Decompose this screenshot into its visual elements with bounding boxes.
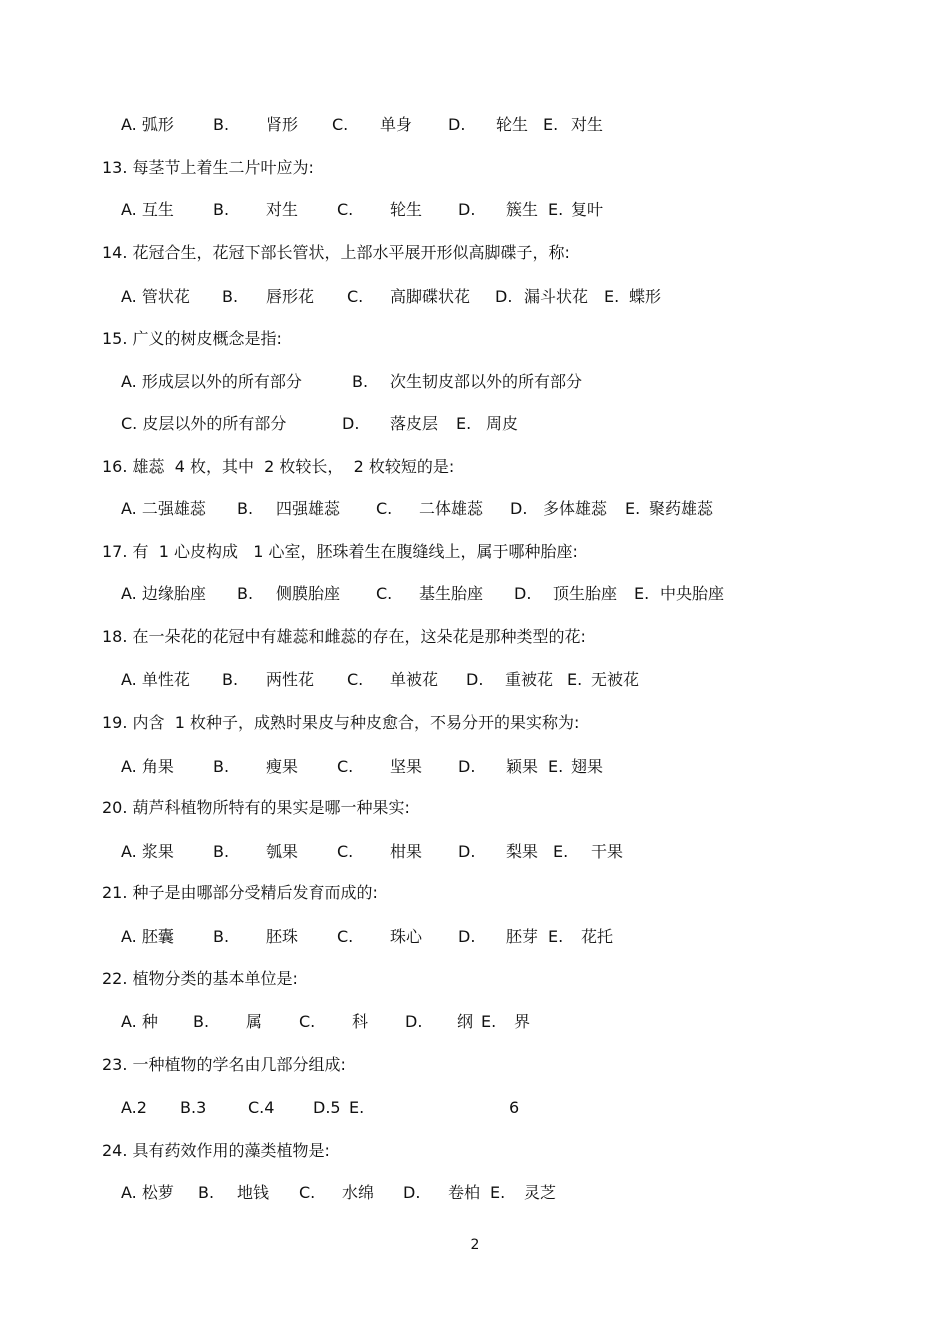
question-text: 24. 具有药效作用的藻类植物是:	[102, 1141, 330, 1160]
option-text: 纲	[457, 1012, 474, 1031]
option-text: 单身	[380, 115, 413, 134]
option-text: B.	[213, 200, 230, 219]
option-text: A. 边缘胎座	[121, 584, 206, 603]
option-text: E.	[543, 115, 559, 134]
option-text: E.	[548, 200, 564, 219]
option-text: C.	[376, 584, 393, 603]
question-text: 16. 雄蕊 4 枚，其中 2 枚较长， 2 枚较短的是:	[102, 457, 455, 476]
option-text: 落皮层	[390, 414, 439, 433]
option-text: 漏斗状花	[524, 287, 589, 306]
option-text: 轮生	[496, 115, 529, 134]
option-text: C.	[337, 200, 354, 219]
question-text: 18. 在一朵花的花冠中有雄蕊和雌蕊的存在，这朵花是那种类型的花:	[102, 627, 586, 646]
question-text: 23. 一种植物的学名由几部分组成:	[102, 1055, 346, 1074]
option-text: D.	[342, 414, 360, 433]
option-text: 颖果	[506, 757, 539, 776]
option-text: 聚药雄蕊	[649, 499, 714, 518]
option-text: 蝶形	[629, 287, 662, 306]
option-text: D.	[514, 584, 532, 603]
option-text: D.	[466, 670, 484, 689]
options-row	[0, 668, 950, 692]
option-text: 中央胎座	[660, 584, 725, 603]
question-text: 17. 有 1 心皮构成 1 心室，胚珠着生在腹缝线上，属于哪种胎座:	[102, 542, 578, 561]
option-text: 地钱	[237, 1183, 270, 1202]
option-text: 坚果	[390, 757, 423, 776]
option-text: D.	[458, 757, 476, 776]
option-text: 对生	[266, 200, 299, 219]
question-text: 15. 广义的树皮概念是指:	[102, 329, 282, 348]
option-text: 胚芽	[506, 927, 539, 946]
options-row	[0, 755, 950, 779]
option-text: 次生韧皮部以外的所有部分	[390, 372, 583, 391]
options-row	[0, 412, 950, 436]
option-text: 灵芝	[524, 1183, 557, 1202]
option-text: A. 形成层以外的所有部分	[121, 372, 302, 391]
question-text: 19. 内含 1 枚种子，成熟时果皮与种皮愈合，不易分开的果实称为:	[102, 713, 580, 732]
option-text: 多体雄蕊	[543, 499, 608, 518]
option-text: 瘦果	[266, 757, 299, 776]
option-text: 界	[514, 1012, 531, 1031]
option-text: A. 互生	[121, 200, 174, 219]
option-text: C.	[347, 287, 364, 306]
option-text: B.	[352, 372, 369, 391]
option-text: A. 种	[121, 1012, 158, 1031]
option-text: B.	[222, 670, 239, 689]
option-text: 周皮	[486, 414, 519, 433]
option-text: D.5	[313, 1098, 341, 1117]
option-text: C.	[337, 927, 354, 946]
option-text: D.	[510, 499, 528, 518]
option-text: 基生胎座	[419, 584, 484, 603]
page-number: 2	[470, 1237, 480, 1253]
option-text: C.	[299, 1183, 316, 1202]
options-row	[0, 925, 950, 949]
option-text: B.	[213, 757, 230, 776]
option-text: E.	[567, 670, 583, 689]
option-text: 柑果	[390, 842, 423, 861]
option-text: 重被花	[505, 670, 554, 689]
options-row	[0, 497, 950, 521]
option-text: 胚珠	[266, 927, 299, 946]
options-row	[0, 1096, 950, 1120]
options-row	[0, 1181, 950, 1205]
option-text: D.	[405, 1012, 423, 1031]
option-text: E.	[481, 1012, 497, 1031]
option-text: 属	[246, 1012, 263, 1031]
option-text: C.	[332, 115, 349, 134]
option-text: 轮生	[390, 200, 423, 219]
option-text: A.2	[121, 1098, 147, 1117]
option-text: 瓠果	[266, 842, 299, 861]
option-text: C.	[299, 1012, 316, 1031]
option-text: A. 角果	[121, 757, 174, 776]
option-text: B.	[213, 115, 230, 134]
options-row	[0, 582, 950, 606]
option-text: 科	[352, 1012, 369, 1031]
option-text: C. 皮层以外的所有部分	[121, 414, 287, 433]
question-text: 21. 种子是由哪部分受精后发育而成的:	[102, 883, 378, 902]
option-text: B.	[222, 287, 239, 306]
option-text: 无被花	[591, 670, 640, 689]
option-text: 唇形花	[266, 287, 315, 306]
option-text: 四强雄蕊	[276, 499, 341, 518]
option-text: 二体雄蕊	[419, 499, 484, 518]
option-text: 水绵	[342, 1183, 375, 1202]
option-text: E.	[349, 1098, 365, 1117]
option-text: C.	[376, 499, 393, 518]
question-text: 22. 植物分类的基本单位是:	[102, 969, 298, 988]
option-text: 6	[509, 1098, 520, 1117]
option-text: A. 松萝	[121, 1183, 174, 1202]
option-text: 两性花	[266, 670, 315, 689]
option-text: 顶生胎座	[553, 584, 618, 603]
option-text: E.	[456, 414, 472, 433]
option-text: A. 单性花	[121, 670, 190, 689]
option-text: A. 弧形	[121, 115, 174, 134]
option-text: E.	[634, 584, 650, 603]
options-row	[0, 113, 950, 137]
options-row	[0, 1010, 950, 1034]
option-text: E.	[625, 499, 641, 518]
option-text: 干果	[591, 842, 624, 861]
option-text: D.	[458, 842, 476, 861]
option-text: E.	[553, 842, 569, 861]
option-text: C.	[337, 842, 354, 861]
option-text: A. 胚囊	[121, 927, 174, 946]
option-text: C.4	[248, 1098, 275, 1117]
option-text: A. 浆果	[121, 842, 174, 861]
option-text: B.	[193, 1012, 210, 1031]
option-text: 簇生	[506, 200, 539, 219]
option-text: B.	[237, 584, 254, 603]
option-text: B.3	[180, 1098, 207, 1117]
question-text: 14. 花冠合生，花冠下部长管状，上部水平展开形似高脚碟子，称:	[102, 243, 570, 262]
option-text: D.	[448, 115, 466, 134]
option-text: B.	[213, 842, 230, 861]
option-text: B.	[237, 499, 254, 518]
option-text: D.	[458, 927, 476, 946]
options-row	[0, 840, 950, 864]
option-text: 高脚碟状花	[390, 287, 471, 306]
option-text: 对生	[571, 115, 604, 134]
option-text: C.	[347, 670, 364, 689]
option-text: 复叶	[571, 200, 604, 219]
option-text: E.	[604, 287, 620, 306]
option-text: 卷柏	[448, 1183, 481, 1202]
option-text: D.	[458, 200, 476, 219]
option-text: 花托	[581, 927, 614, 946]
option-text: 单被花	[390, 670, 439, 689]
option-text: B.	[198, 1183, 215, 1202]
option-text: 肾形	[266, 115, 299, 134]
option-text: A. 管状花	[121, 287, 190, 306]
option-text: D.	[495, 287, 513, 306]
option-text: E.	[490, 1183, 506, 1202]
option-text: B.	[213, 927, 230, 946]
option-text: C.	[337, 757, 354, 776]
option-text: 珠心	[390, 927, 423, 946]
option-text: E.	[548, 927, 564, 946]
option-text: 侧膜胎座	[276, 584, 341, 603]
option-text: E.	[548, 757, 564, 776]
options-row	[0, 198, 950, 222]
option-text: 梨果	[506, 842, 539, 861]
option-text: D.	[403, 1183, 421, 1202]
question-text: 13. 每茎节上着生二片叶应为:	[102, 158, 314, 177]
option-text: 翅果	[571, 757, 604, 776]
options-row	[0, 285, 950, 309]
option-text: A. 二强雄蕊	[121, 499, 206, 518]
options-row	[0, 370, 950, 394]
question-text: 20. 葫芦科植物所特有的果实是哪一种果实:	[102, 798, 410, 817]
